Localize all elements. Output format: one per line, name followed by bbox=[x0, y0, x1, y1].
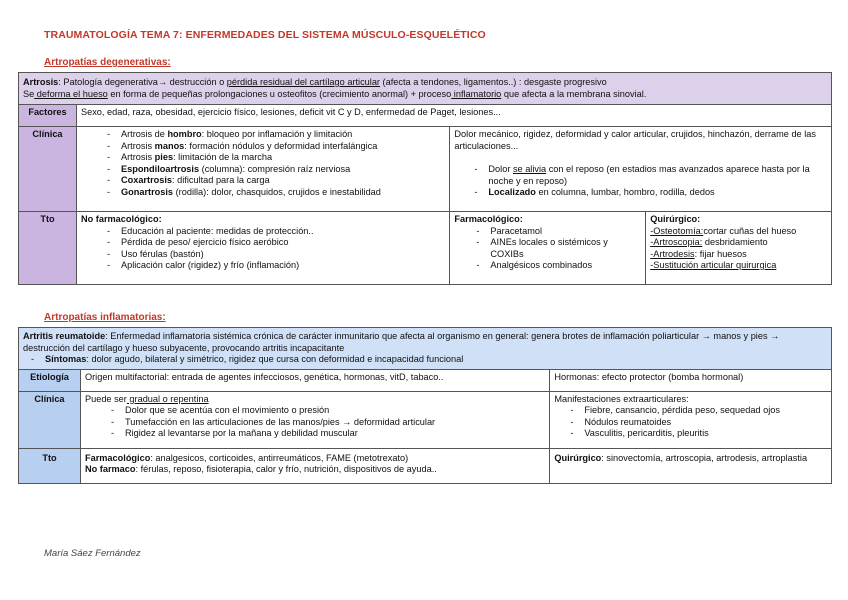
li-text: : formación nódulos y deformidad interfalángica bbox=[184, 140, 378, 151]
li-text: en columna, lumbar, hombro, rodilla, dedos bbox=[535, 187, 715, 197]
tto-left bbox=[80, 448, 549, 483]
sintomas-item bbox=[45, 354, 827, 366]
li-text: Artrosis de bbox=[120, 129, 168, 139]
tto-nofarma-title: No farmacológico: bbox=[80, 214, 162, 224]
quir-item bbox=[650, 237, 827, 249]
quir-term: -Sustitución articular quirurgica bbox=[650, 260, 777, 270]
list-item bbox=[121, 141, 445, 153]
list-item: - Analgésicos combinados bbox=[490, 260, 641, 272]
row-etiologia bbox=[19, 369, 832, 391]
li-text: Dolor bbox=[488, 164, 513, 174]
quir-term: -Osteotomía: bbox=[650, 225, 704, 236]
list-item bbox=[121, 164, 445, 176]
clinica-right bbox=[550, 391, 832, 448]
row-definition bbox=[19, 328, 832, 370]
li-text: : limitación de la marcha bbox=[173, 152, 273, 162]
row-tto bbox=[19, 212, 832, 285]
def-text: : Patología degenerativa→ destrucción o bbox=[58, 77, 227, 87]
tto-right bbox=[550, 448, 832, 483]
quir-term: -Artrodesis bbox=[650, 248, 695, 259]
sintomas-text: : dolor agudo, bilateral y simétrico, rigidez que cursa con deformidad e incapacidad funcional bbox=[86, 354, 464, 364]
section-heading-degenerativas: Artropatías degenerativas: bbox=[44, 57, 171, 68]
section-heading-inflamatorias: Artropatías inflamatorias: bbox=[44, 312, 166, 323]
author-footer: María Sáez Fernández bbox=[44, 548, 141, 559]
clinica-label: Clínica bbox=[19, 391, 81, 448]
artrosis-term: Artrosis bbox=[23, 77, 59, 87]
factores-text: Sexo, edad, raza, obesidad, ejercicio físico, lesiones, deficit vit C y D, enfermedad de Paget, lesiones... bbox=[76, 105, 831, 127]
li-text: : bloqueo por inflamación y limitación bbox=[201, 129, 353, 139]
list-item bbox=[121, 152, 445, 164]
tto-nofarma bbox=[85, 464, 545, 476]
row-clinica bbox=[19, 127, 832, 212]
clinica-left bbox=[76, 127, 449, 212]
etiologia-left: Origen multifactorial: entrada de agentes infecciosos, genética, hormonas, vitD, tabaco.. bbox=[80, 369, 549, 391]
tto-quir-text: : sinovectomía, artroscopia, artrodesis, artroplastia bbox=[601, 452, 808, 463]
document-title: TRAUMATOLOGÍA TEMA 7: ENFERMEDADES DEL SISTEMA MÚSCULO-ESQUELÉTICO bbox=[44, 29, 486, 41]
tto-label: Tto bbox=[19, 448, 81, 483]
quir-text: : fijar huesos bbox=[694, 248, 747, 259]
def-text: que afecta a la membrana sinovial. bbox=[501, 88, 647, 99]
tto-quir bbox=[646, 212, 832, 285]
tto-label: Tto bbox=[19, 212, 77, 285]
li-text: con el reposo (en estadios mas avanzados aparece hasta por la noche y en reposo) bbox=[488, 164, 810, 186]
def-text: Se bbox=[23, 88, 35, 99]
li-bold: manos bbox=[154, 140, 185, 151]
artritis-definition bbox=[19, 328, 832, 370]
clinica-left bbox=[80, 391, 549, 448]
quir-text: cortar cuñas del hueso bbox=[703, 225, 797, 236]
intro-underline: gradual o repentina bbox=[126, 393, 209, 404]
list-item: - Dolor que se acentúa con el movimiento o presión bbox=[125, 405, 545, 417]
list-item: - Nódulos reumatoides bbox=[584, 417, 827, 429]
row-tto bbox=[19, 448, 832, 483]
list-item bbox=[121, 187, 445, 199]
tto-nofarma bbox=[76, 212, 449, 285]
factores-label: Factores bbox=[19, 105, 77, 127]
list-item: - Pérdida de peso/ ejercicio físico aeróbico bbox=[121, 237, 445, 249]
li-bold: Espondiloartrosis bbox=[120, 163, 200, 174]
tto-nofarma-term: No farmaco bbox=[84, 464, 136, 474]
li-text: : dificultad para la carga bbox=[172, 175, 270, 185]
li-underline: se alivia bbox=[512, 164, 547, 174]
tto-farma bbox=[450, 212, 646, 285]
list-item bbox=[488, 164, 827, 187]
etiologia-right: Hormonas: efecto protector (bomba hormonal) bbox=[550, 369, 832, 391]
li-text: (rodilla): dolor, chasquidos, crujidos e inestabilidad bbox=[173, 186, 381, 197]
tto-nofarma-text: : férulas, reposo, fisioterapia, calor y frío, nutrición, dispositivos de ayuda.. bbox=[135, 464, 437, 474]
list-item: - Vasculitis, pericarditis, pleuritis bbox=[584, 428, 827, 440]
list-item: - Educación al paciente: medidas de protección.. bbox=[121, 226, 445, 238]
list-item: - Aplicación calor (rigidez) y frío (inflamación) bbox=[121, 260, 445, 272]
row-factores bbox=[19, 105, 832, 127]
list-item: - Tumefacción en las articulaciones de las manos/pies → deformidad articular bbox=[125, 417, 545, 429]
li-bold: Gonartrosis bbox=[120, 186, 174, 197]
intro-text: Puede ser bbox=[84, 393, 127, 404]
tto-farma-term: Farmacológico bbox=[84, 452, 151, 463]
list-item: - Rigidez al levantarse por la mañana y debilidad muscular bbox=[125, 428, 545, 440]
def-underline: deforma el hueso bbox=[34, 88, 108, 99]
list-item bbox=[121, 175, 445, 187]
clinica-intro bbox=[85, 394, 545, 406]
li-bold: Localizado bbox=[488, 187, 536, 197]
list-item: - AINEs locales o sistémicos y COXIBs bbox=[490, 237, 641, 260]
artrosis-definition bbox=[19, 73, 832, 105]
tto-farma-text: : analgesicos, corticoides, antirreumáticos, FAME (metotrexato) bbox=[150, 452, 409, 463]
li-bold: pies bbox=[154, 152, 174, 162]
li-bold: hombro bbox=[167, 129, 202, 139]
list-item: - Fiebre, cansancio, pérdida peso, sequedad ojos bbox=[584, 405, 827, 417]
tto-quir-term: Quirúrgico bbox=[554, 452, 602, 463]
artritis-term: Artritis reumatoide bbox=[23, 331, 106, 341]
clinica-right bbox=[450, 127, 832, 212]
sintomas-term: Síntomas bbox=[45, 354, 87, 364]
list-item bbox=[121, 129, 445, 141]
quir-item bbox=[650, 260, 827, 272]
list-item bbox=[488, 187, 827, 199]
quir-item bbox=[650, 226, 827, 238]
quir-term: -Artroscopia: bbox=[650, 237, 703, 247]
li-text: Artrosis bbox=[120, 140, 155, 151]
list-item: - Paracetamol bbox=[490, 226, 641, 238]
row-definition bbox=[19, 73, 832, 105]
tto-quir-title: Quirúrgico: bbox=[650, 214, 701, 224]
tto-farma bbox=[85, 453, 545, 465]
li-text: Artrosis bbox=[120, 152, 155, 162]
list-item: - Uso férulas (bastón) bbox=[121, 249, 445, 261]
li-bold: Coxartrosis bbox=[120, 175, 173, 185]
def-text: en forma de pequeñas prolongaciones u osteofitos (crecimiento anormal) + proceso bbox=[107, 88, 452, 99]
quir-text: desbridamiento bbox=[702, 237, 768, 247]
row-clinica bbox=[19, 391, 832, 448]
table-degenerativas bbox=[18, 72, 832, 285]
def-text: (afecta a tendones, ligamentos..) : desgaste progresivo bbox=[380, 77, 607, 87]
etiologia-label: Etiología bbox=[19, 369, 81, 391]
clinica-right-title: Manifestaciones extraarticulares: bbox=[554, 393, 689, 404]
clinica-right-text: Dolor mecánico, rigidez, deformidad y calor articular, crujidos, hinchazón, derrame de las articulaciones... bbox=[454, 129, 816, 151]
def-underline: pérdida residual del cartílago articular bbox=[226, 77, 380, 87]
quir-item bbox=[650, 249, 827, 261]
tto-farma-title: Farmacológico: bbox=[454, 214, 523, 224]
li-text: (columna): compresión raíz nerviosa bbox=[199, 163, 351, 174]
table-inflamatorias bbox=[18, 327, 832, 484]
clinica-label: Clínica bbox=[19, 127, 77, 212]
def-underline: inflamatorio bbox=[451, 88, 502, 99]
def-text: : Enfermedad inflamatoria sistémica crónica de carácter inmunitario que afecta al organismo en general: genera brotes de inflamación poliarticular → manos y pies → destrucción del cartílago y hueso subyacente, provocando artritis incapacitante bbox=[23, 331, 780, 353]
